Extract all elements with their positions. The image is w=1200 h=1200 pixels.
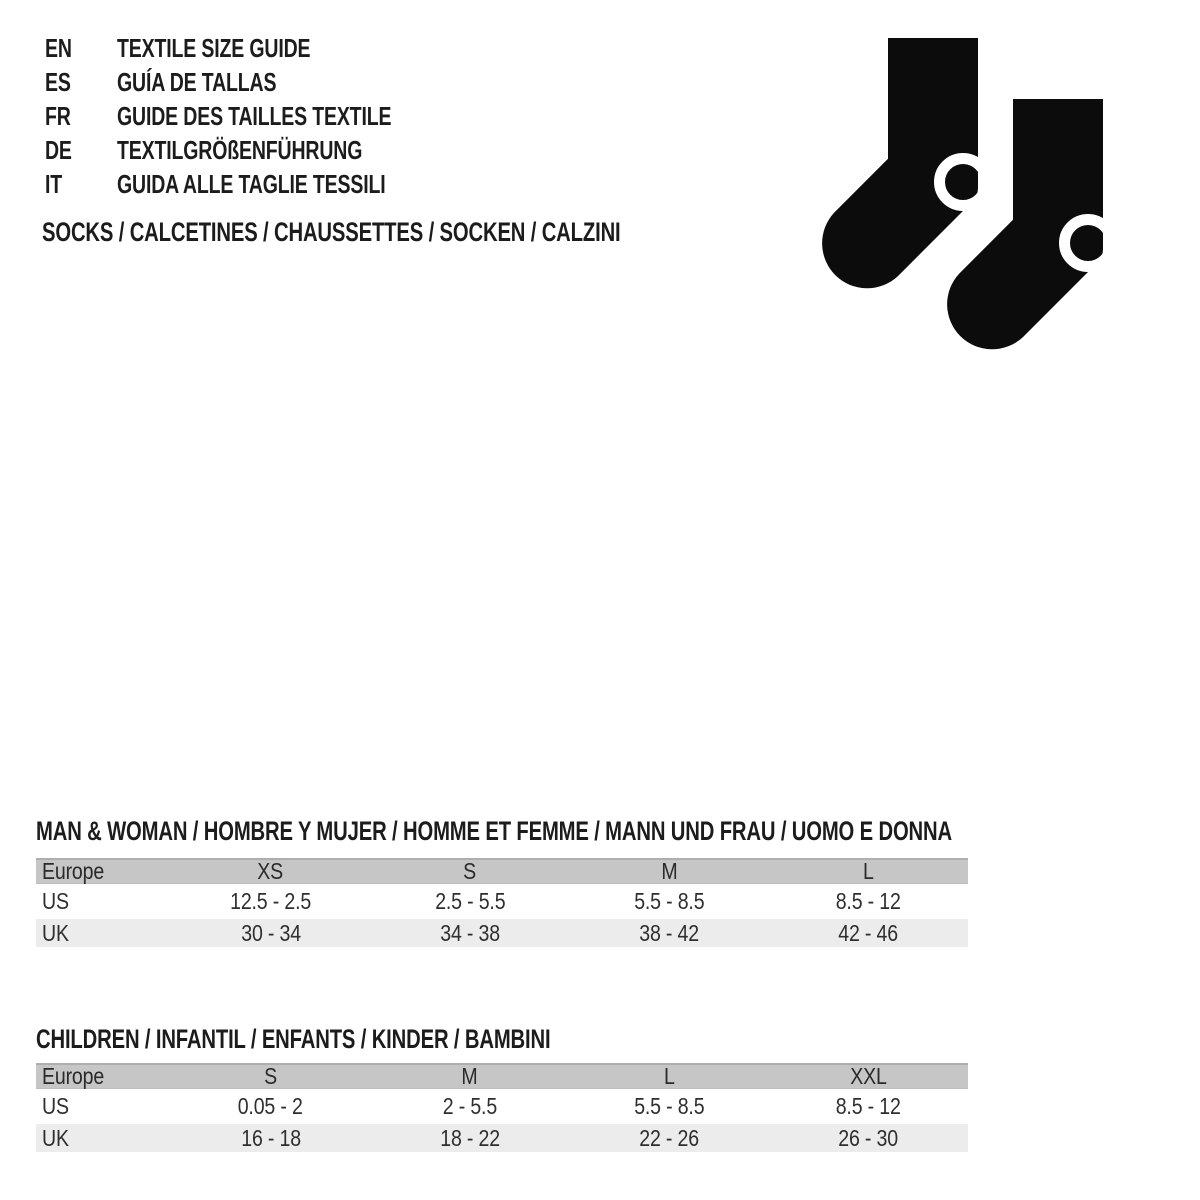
header-cell-size: XXL xyxy=(850,1063,887,1089)
language-label: GUIDE DES TAILLES TEXTILE xyxy=(117,101,392,131)
size-value: 42 - 46 xyxy=(838,919,899,946)
language-label: GUÍA DE TALLAS xyxy=(117,67,277,97)
row-label: UK xyxy=(42,919,69,946)
header-cell-size: S xyxy=(264,1063,278,1089)
header-cell-size: XS xyxy=(257,858,284,884)
size-value: 2.5 - 5.5 xyxy=(434,888,505,914)
language-code: FR xyxy=(45,101,71,131)
table-row-us xyxy=(36,1093,968,1120)
language-code: EN xyxy=(45,33,72,63)
size-table-children xyxy=(36,1063,968,1156)
size-table-adult xyxy=(36,858,968,951)
table-header-row xyxy=(36,858,968,884)
size-value: 22 - 26 xyxy=(639,1124,699,1151)
size-value: 5.5 - 8.5 xyxy=(634,888,705,914)
size-value: 16 - 18 xyxy=(240,1124,301,1151)
size-value: 34 - 38 xyxy=(440,919,500,946)
table-row-us xyxy=(36,888,968,915)
size-table-title-children: CHILDREN / INFANTIL / ENFANTS / KINDER / BAMBINI xyxy=(36,1024,551,1054)
size-value: 18 - 22 xyxy=(440,1124,500,1151)
size-value: 12.5 - 2.5 xyxy=(230,888,312,914)
size-table-title-adult: MAN & WOMAN / HOMBRE Y MUJER / HOMME ET FEMME / MANN UND FRAU / UOMO E DONNA xyxy=(36,816,952,846)
table-row-uk xyxy=(36,1124,968,1152)
table-row-uk xyxy=(36,919,968,947)
size-value: 30 - 34 xyxy=(240,919,301,946)
header-cell-region: Europe xyxy=(42,858,105,884)
socks-icon xyxy=(810,30,1140,360)
language-code: IT xyxy=(45,169,63,199)
header-cell-size: M xyxy=(461,1063,478,1089)
size-value: 8.5 - 12 xyxy=(835,1093,901,1119)
header-cell-region: Europe xyxy=(42,1063,105,1089)
language-label: GUIDA ALLE TAGLIE TESSILI xyxy=(117,169,386,199)
language-label: TEXTILE SIZE GUIDE xyxy=(117,33,311,63)
header-cell-size: M xyxy=(661,858,678,884)
row-label: US xyxy=(42,888,69,914)
language-label: TEXTILGRÖßENFÜHRUNG xyxy=(117,135,363,165)
header-cell-size: L xyxy=(863,858,874,884)
size-value: 0.05 - 2 xyxy=(238,1093,304,1119)
size-value: 38 - 42 xyxy=(639,919,699,946)
size-value: 8.5 - 12 xyxy=(835,888,901,914)
product-category-line: SOCKS / CALCETINES / CHAUSSETTES / SOCKEN / CALZINI xyxy=(42,217,621,247)
size-value: 26 - 30 xyxy=(838,1124,899,1151)
row-label: UK xyxy=(42,1124,69,1151)
size-value: 2 - 5.5 xyxy=(442,1093,497,1119)
row-label: US xyxy=(42,1093,69,1119)
size-value: 5.5 - 8.5 xyxy=(634,1093,705,1119)
header-cell-size: S xyxy=(463,858,477,884)
header-cell-size: L xyxy=(663,1063,675,1089)
language-code: DE xyxy=(45,135,72,165)
table-header-row xyxy=(36,1063,968,1089)
language-code: ES xyxy=(45,67,71,97)
